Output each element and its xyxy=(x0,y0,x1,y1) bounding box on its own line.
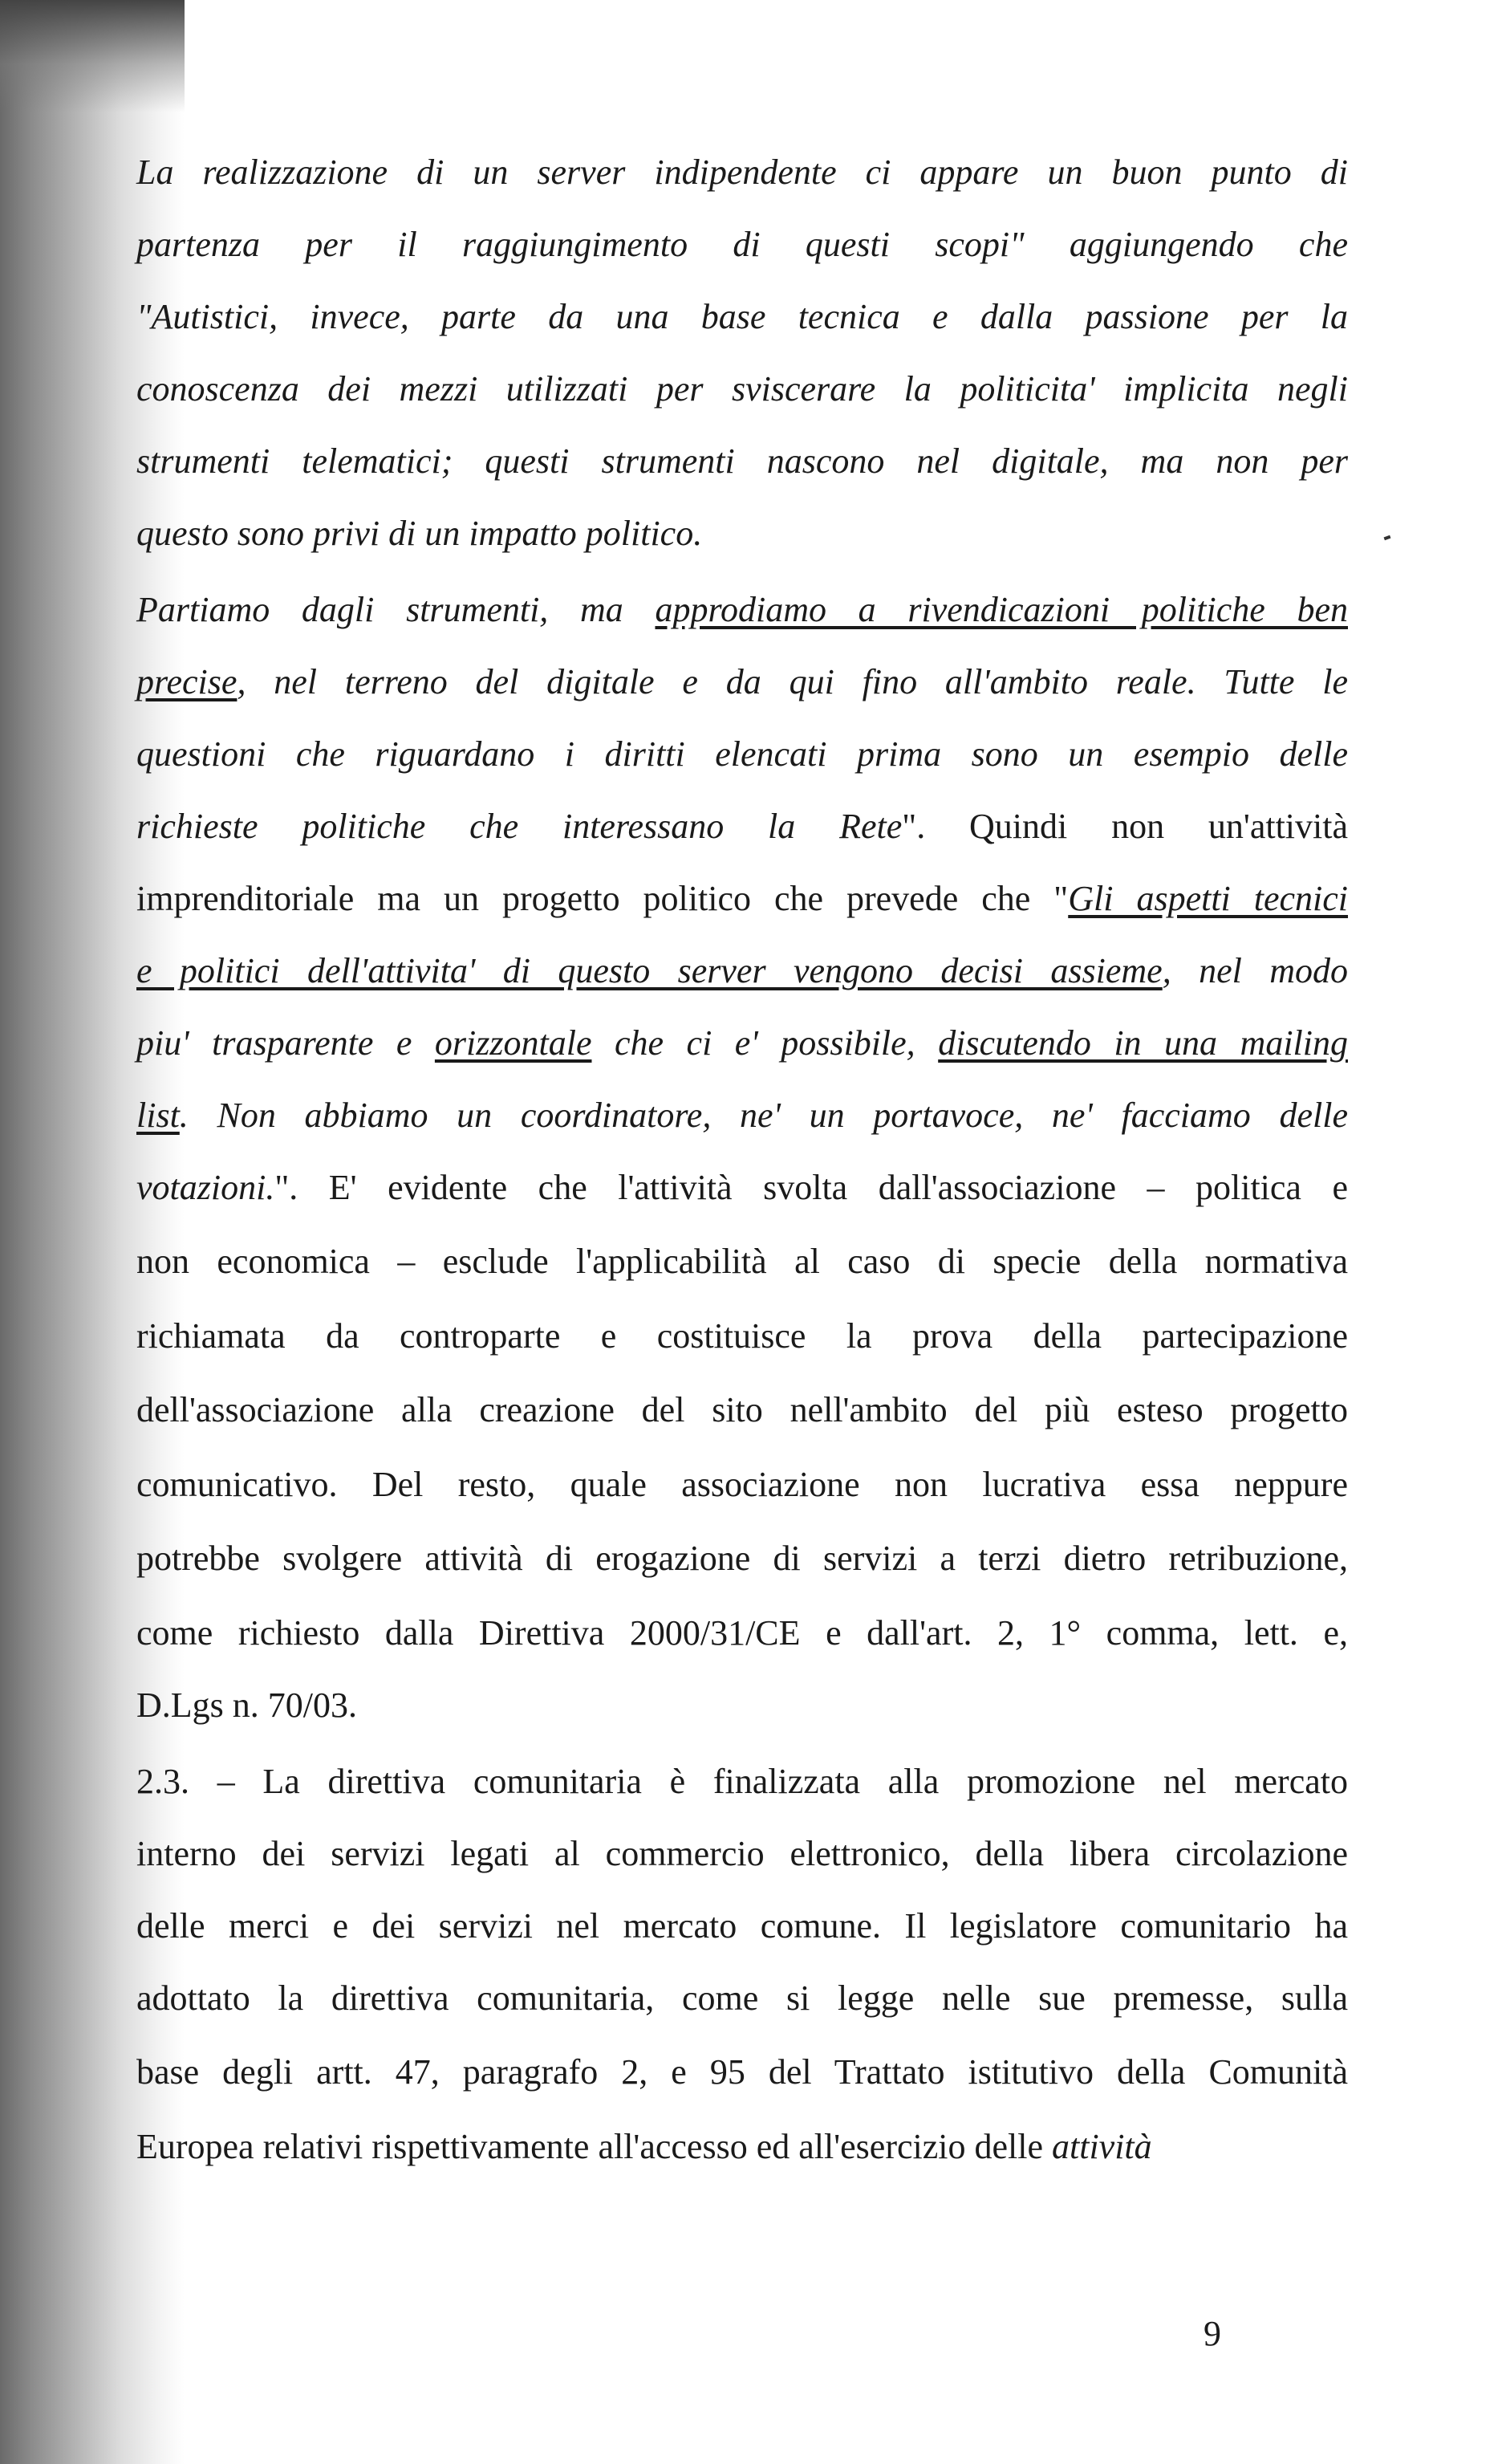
text-segment: comunicativo. Del resto, quale associazione non lucrativa essa neppure xyxy=(136,1465,1348,1504)
text-segment: , nel terreno del digitale e da qui fino all'ambito reale. Tutte le xyxy=(237,662,1348,701)
text-line xyxy=(136,1312,1348,1360)
text-segment: La realizzazione di un server indipendente ci appare un buon punto di xyxy=(136,152,1348,192)
underlined-text: precise xyxy=(136,662,237,701)
text-line xyxy=(136,365,1348,413)
text-segment: . Non abbiamo un coordinatore, ne' un portavoce, ne' facciamo delle xyxy=(179,1096,1348,1135)
text-segment: "Autistici, invece, parte da una base tecnica e dalla passione per la xyxy=(136,297,1348,336)
text-segment: non economica – esclude l'applicabilità al caso di specie della normativa xyxy=(136,1242,1348,1281)
text-segment: piu' trasparente e xyxy=(136,1023,435,1063)
text-segment: base degli artt. 47, paragrafo 2, e 95 del Trattato istitutivo della Comunità xyxy=(136,2052,1348,2092)
text-line xyxy=(136,221,1348,269)
text-line xyxy=(136,1461,1348,1509)
text-segment: delle merci e dei servizi nel mercato comune. Il legislatore comunitario ha xyxy=(136,1906,1348,1946)
text-line xyxy=(136,1019,1348,1067)
text-segment: potrebbe svolgere attività di erogazione di servizi a terzi dietro retribuzione, xyxy=(136,1539,1348,1578)
text-segment: adottato la direttiva comunitaria, come si legge nelle sue premesse, sulla xyxy=(136,1978,1348,2018)
text-line xyxy=(136,803,1348,851)
text-segment: richiamata da controparte e costituisce la prova della partecipazione xyxy=(136,1316,1348,1356)
underlined-text: Gli aspetti tecnici xyxy=(1068,879,1349,918)
underlined-text: approdiamo a rivendicazioni politiche ben xyxy=(655,590,1348,629)
text-segment: Europea relativi rispettivamente all'accesso ed all'esercizio delle xyxy=(136,2127,1052,2166)
text-segment: interno dei servizi legati al commercio elettronico, della libera circolazione xyxy=(136,1834,1348,1873)
underlined-text: discutendo in una mailing xyxy=(938,1023,1348,1063)
text-line xyxy=(136,2123,1348,2171)
text-line xyxy=(136,510,1348,558)
text-line xyxy=(136,1681,1348,1730)
text-line xyxy=(136,1386,1348,1434)
text-segment: attività xyxy=(1052,2127,1152,2166)
text-line xyxy=(136,293,1348,341)
text-line xyxy=(136,1238,1348,1286)
text-segment: questioni che riguardano i diritti elencati prima sono un esempio delle xyxy=(136,734,1348,774)
text-segment: , nel modo xyxy=(1162,951,1349,990)
text-line xyxy=(136,1758,1348,1806)
text-line xyxy=(136,437,1348,486)
text-line xyxy=(136,730,1348,779)
text-line xyxy=(136,586,1348,634)
text-line xyxy=(136,2048,1348,2096)
text-line xyxy=(136,947,1348,995)
text-segment: imprenditoriale ma un progetto politico che prevede che " xyxy=(136,879,1069,918)
text-line xyxy=(136,148,1348,197)
text-segment: questo sono privi di un impatto politico. xyxy=(136,514,703,553)
text-segment: D.Lgs n. 70/03. xyxy=(136,1685,357,1725)
text-line xyxy=(136,658,1348,706)
text-line xyxy=(136,1609,1348,1657)
text-line xyxy=(136,1164,1348,1212)
text-segment: 2.3. – La direttiva comunitaria è finalizzata alla promozione nel mercato xyxy=(136,1762,1348,1801)
text-line xyxy=(136,1535,1348,1583)
text-line xyxy=(136,1092,1348,1140)
page-number: 9 xyxy=(1204,2314,1221,2353)
text-segment: come richiesto dalla Direttiva 2000/31/CE e dall'art. 2, 1° comma, lett. e, xyxy=(136,1613,1348,1653)
text-segment: ". Quindi non un'attività xyxy=(902,807,1348,846)
text-line xyxy=(136,1902,1348,1950)
text-segment: dell'associazione alla creazione del sito nell'ambito del più esteso progetto xyxy=(136,1390,1348,1429)
text-segment: che ci e' possibile, xyxy=(591,1023,939,1063)
text-line xyxy=(136,875,1348,923)
text-segment: strumenti telematici; questi strumenti nascono nel digitale, ma non per xyxy=(136,441,1348,481)
text-segment: ". E' evidente che l'attività svolta dall'associazione – politica e xyxy=(274,1168,1348,1207)
underlined-text: e politici dell'attivita' di questo server vengono decisi assieme xyxy=(136,951,1163,990)
scan-shadow-corner xyxy=(0,0,185,112)
text-segment: Partiamo dagli strumenti, ma xyxy=(136,590,656,629)
text-segment: votazioni. xyxy=(136,1168,275,1207)
text-segment: partenza per il raggiungimento di questi scopi" aggiungendo che xyxy=(136,225,1348,264)
underlined-text: list xyxy=(136,1096,180,1135)
text-segment: conoscenza dei mezzi utilizzati per sviscerare la politicita' implicita negli xyxy=(136,369,1348,409)
scan-speck xyxy=(1384,535,1391,540)
text-segment: richieste politiche che interessano la Rete xyxy=(136,807,903,846)
underlined-text: orizzontale xyxy=(434,1023,592,1063)
text-line xyxy=(136,1830,1348,1878)
text-line xyxy=(136,1974,1348,2023)
